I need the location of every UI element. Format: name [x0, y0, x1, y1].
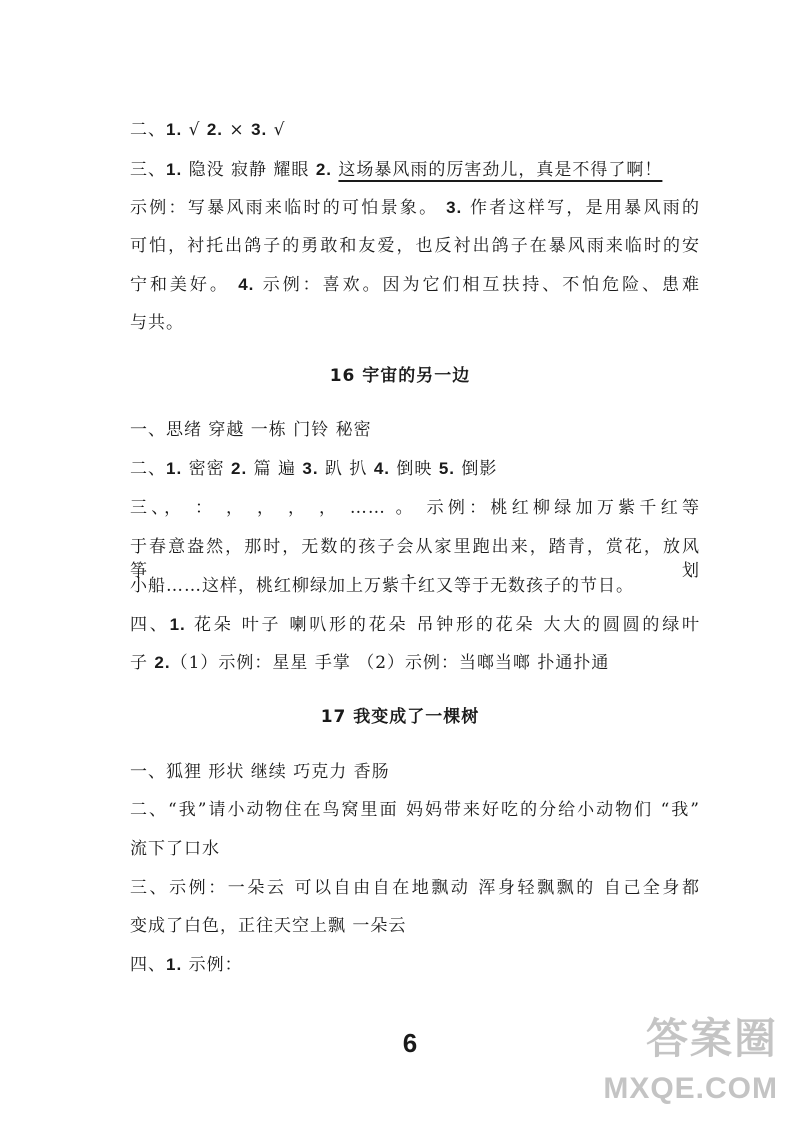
answer-text: 示例：写暴风雨来临时的可怕景象。: [130, 198, 447, 218]
underlined-answer: 这场暴风雨的厉害劲儿，真是不得了啊！: [338, 160, 663, 180]
question-number: 5.: [438, 459, 455, 478]
item-marker: 二、: [130, 120, 166, 140]
question-number: 1.: [166, 120, 183, 139]
answer-line: 流下了口水: [130, 839, 220, 859]
question-number: 1.: [166, 955, 183, 974]
answer-line: [130, 196, 700, 220]
watermark-url: MXQE.COM: [603, 1072, 778, 1105]
answer-line: 三、， ： ， ， ， ， …… 。 示例：桃红柳绿加万紫千红等: [130, 498, 700, 518]
page-number: 6: [402, 1028, 418, 1058]
answer-text: （1）示例：星星 手掌 （2）示例：当啷当啷 扑通扑通: [170, 653, 610, 673]
answer-line: [130, 158, 700, 182]
answer-line: 变成了白色，正往天空上飘 一朵云: [130, 916, 407, 936]
question-number: 1.: [166, 459, 183, 478]
question-number: 4.: [238, 275, 255, 294]
answer-line: [130, 613, 700, 637]
answer-text: 倒映: [390, 459, 439, 479]
answer-line: [130, 118, 700, 142]
question-number: 1.: [169, 615, 186, 634]
item-marker: 四、: [130, 615, 170, 635]
answer-line: 与共。: [130, 313, 184, 333]
answer-line: [130, 953, 700, 977]
answer-text: ×: [223, 120, 252, 140]
item-marker: 四、: [130, 955, 166, 975]
question-number: 3.: [302, 459, 319, 478]
answer-text: 隐没 寂静 耀眼: [182, 160, 316, 180]
answer-text: 密密: [182, 459, 231, 479]
answer-line: [130, 273, 700, 297]
question-number: 1.: [166, 160, 183, 179]
question-number: 2.: [154, 653, 171, 672]
question-number: 3.: [446, 198, 463, 217]
answer-text: 篇 遍: [247, 459, 303, 479]
answer-text: 倒影: [455, 459, 498, 479]
item-marker: 二、: [130, 459, 166, 479]
item-marker: 三、: [130, 160, 166, 180]
answer-text: 宁和美好。: [130, 275, 239, 295]
watermark-title: 答案圈: [645, 1014, 778, 1063]
question-number: 2.: [206, 120, 224, 139]
answer-text: 作者这样写，是用暴风雨的: [462, 198, 700, 218]
watermark: [588, 1006, 778, 1106]
answer-text: 示例：喜欢。因为它们相互扶持、不怕危险、患难: [254, 275, 701, 295]
answer-line: [130, 457, 700, 481]
lesson-heading: 16 宇宙的另一边: [329, 366, 471, 386]
answer-line: 一、狐狸 形状 继续 巧克力 香肠: [130, 762, 390, 782]
answer-text: 示例：: [182, 955, 243, 975]
answer-text: 趴 扒: [318, 459, 374, 479]
answer-line: 于春意盎然，那时，无数的孩子会从家里跑出来，踏青，赏花，放风筝，划: [130, 537, 700, 581]
lesson-heading: 17 我变成了一棵树: [320, 707, 480, 727]
answer-line: 二、“我”请小动物住在鸟窝里面 妈妈带来好吃的分给小动物们 “我”: [130, 800, 700, 820]
question-number: 3.: [251, 120, 268, 139]
answer-line: 小船……这样，桃红柳绿加上万紫千红又等于无数孩子的节日。: [130, 576, 634, 596]
question-number: 2.: [315, 160, 332, 179]
answer-line: 一、思绪 穿越 一栋 门铃 秘密: [130, 420, 372, 440]
answer-text: 花朵 叶子 喇叭形的花朵 吊钟形的花朵 大大的圆圆的绿叶: [185, 615, 700, 635]
answer-line: [130, 651, 700, 675]
answer-text: 子: [130, 653, 155, 673]
question-number: 4.: [373, 459, 390, 478]
answer-text: √: [267, 120, 286, 140]
answer-line: 三、示例：一朵云 可以自由自在地飘动 浑身轻飘飘的 自己全身都: [130, 878, 700, 898]
question-number: 2.: [231, 459, 248, 478]
answer-text: √: [182, 120, 207, 140]
answer-line: 可怕，衬托出鸽子的勇敢和友爱，也反衬出鸽子在暴风雨来临时的安: [130, 236, 700, 256]
